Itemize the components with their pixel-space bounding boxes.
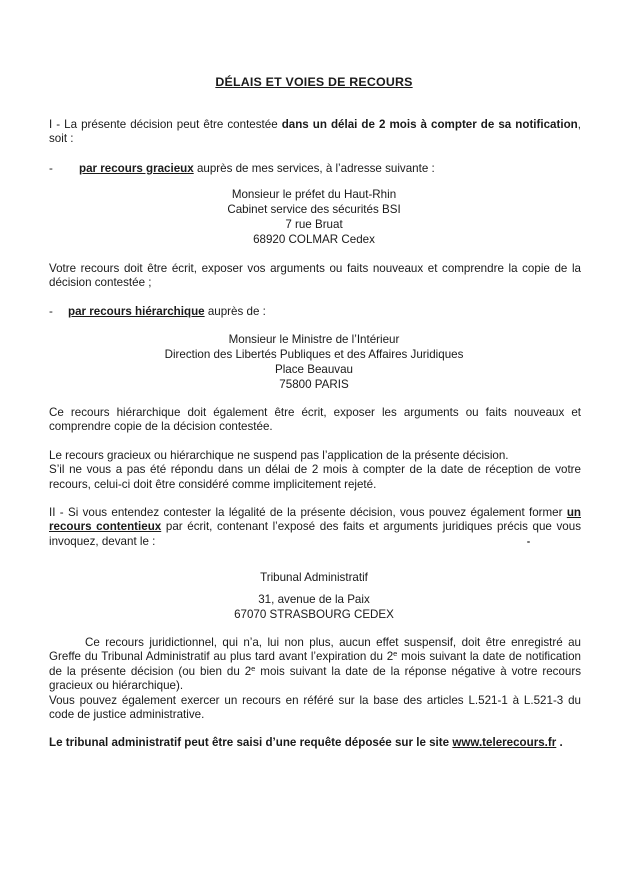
telerecours-link[interactable]: www.telerecours.fr (452, 736, 557, 749)
section-2-intro (49, 506, 581, 549)
tribunal-name (0, 571, 628, 586)
scan-speck (527, 541, 530, 543)
superscript: e (393, 649, 398, 659)
hierarchique-note: Ce recours hiérarchique doit également être écrit, exposer les arguments ou faits nouveaux et comprendre copie de la décision contestée. (49, 406, 581, 434)
section-1-deadline: dans un délai de 2 mois à compter de sa notification (281, 118, 578, 131)
gracieux-label: par recours gracieux (79, 162, 194, 175)
telerecours-end: . (556, 736, 563, 749)
gracieux-bullet (49, 162, 435, 176)
gracieux-note: Votre recours doit être écrit, exposer vos arguments ou faits nouveaux et comprendre la copie de la décision contestée ; (49, 262, 581, 290)
address-line: Cabinet service des sécurités BSI (227, 203, 401, 216)
telerecours-notice (49, 736, 581, 750)
contentieux-text-3: mois suivant la date de la réponse négative à votre recours gracieux ou hiérarchique). (49, 664, 581, 693)
gracieux-dash: - (49, 162, 53, 175)
contentieux-text-2: mois suivant la date de notification de la présente décision (ou bien du 2 (49, 650, 582, 678)
non-suspensif-line: Le recours gracieux ou hiérarchique ne suspend pas l’application de la présente décision. (49, 449, 509, 462)
address-line: 67070 STRASBOURG CEDEX (234, 608, 394, 621)
section-2-suffix: par écrit, contenant l’exposé des faits et arguments juridiques précis que vous invoquez, devant le : (49, 520, 581, 548)
contentieux-paragraph (49, 636, 581, 722)
superscript: e (251, 663, 256, 673)
address-line: Monsieur le Ministre de l’Intérieur (228, 333, 400, 346)
hierarchique-suffix: auprès de : (204, 305, 266, 318)
tribunal-name-text: Tribunal Administratif (260, 571, 368, 584)
hierarchique-bullet (49, 305, 266, 319)
tribunal-address (0, 593, 628, 623)
telerecours-text: Le tribunal administratif peut être saisi d’une requête déposée sur le site (49, 736, 453, 749)
hierarchique-dash: - (49, 305, 53, 318)
section-1-suffix: , soit : (49, 118, 581, 146)
ministre-address (0, 333, 628, 393)
section-1-prefix: I - La présente décision peut être contestée (49, 118, 282, 131)
implicit-rejection-line: S’il ne vous a pas été répondu dans un délai de 2 mois à compter de la date de réception de votre recours, celui-ci doit être considéré comme implicitement rejeté. (49, 463, 581, 491)
prefet-address (0, 188, 628, 248)
address-line: 68920 COLMAR Cedex (253, 233, 375, 246)
address-line: 31, avenue de la Paix (258, 593, 370, 606)
contentieux-text-1: Ce recours juridictionnel, qui n’a, lui non plus, aucun effet suspensif, doit être enregistré au Greffe du Tribunal Administratif au plus tard avant l’expiration du 2 (49, 636, 581, 664)
recours-contentieux-label: un recours contentieux (49, 506, 581, 534)
section-2-prefix: II - Si vous entendez contester la légalité de la présente décision, vous pouvez également former (49, 506, 567, 519)
non-suspensif-notice (49, 449, 581, 492)
address-line: 75800 PARIS (279, 378, 349, 391)
address-line: Monsieur le préfet du Haut-Rhin (231, 188, 397, 201)
hierarchique-label: par recours hiérarchique (68, 305, 205, 318)
gracieux-suffix: auprès de mes services, à l’adresse suivante : (193, 162, 435, 175)
address-line: Place Beauvau (275, 363, 353, 376)
page-title: DÉLAIS ET VOIES DE RECOURS (215, 75, 413, 89)
address-line: Direction des Libertés Publiques et des Affaires Juridiques (164, 348, 464, 361)
section-1-intro (49, 118, 581, 147)
address-line: 7 rue Bruat (285, 218, 343, 231)
refere-note: Vous pouvez également exercer un recours en référé sur la base des articles L.521-1 à L.521-3 du code de justice administrative. (49, 693, 581, 722)
